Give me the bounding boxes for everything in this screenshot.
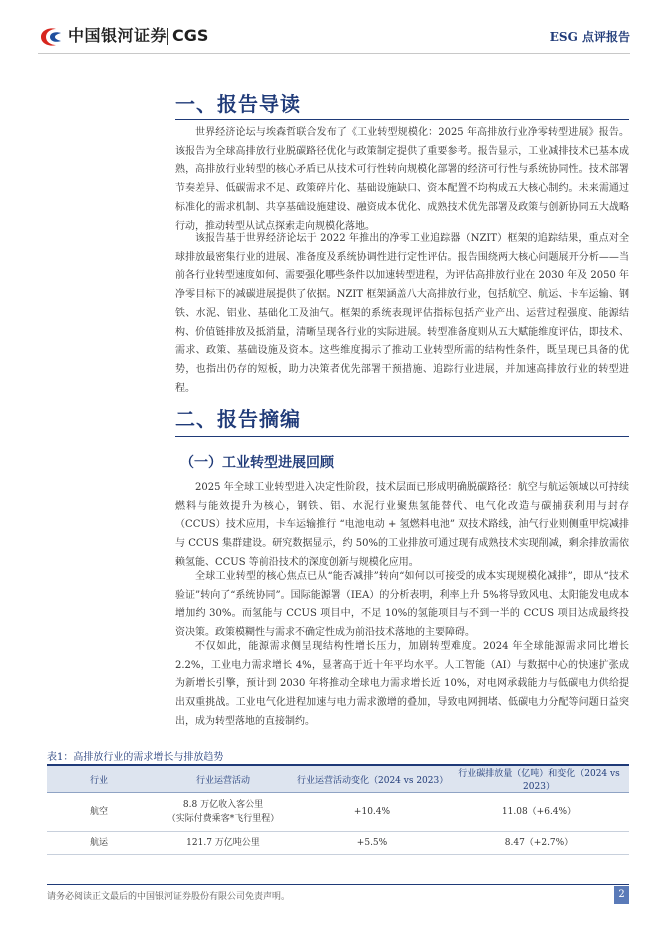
footer-disclaimer: 请务必阅读正文最后的中国银河证券股份有限公司免责声明。 [47, 892, 291, 902]
summary-paragraph-2: 全球工业转型的核心焦点已从“能否减排”转向“如何以可接受的成本实现规模化减排”，即从“技术验证”转向了“系统协同”。国际能源署（IEA）的分析表明，利率上升 5%将导致风电、太阳能发电成本增加约 30%。而氢能与 CCUS 项目中，不足 10%的氢能项目与不到一半的 CCUS 项目达成最终投资决策。政策模糊性与需求不确定性成为前沿技术落地的主要障碍。 [175, 571, 629, 639]
subsection-title: （一）工业转型进展回顾 [180, 455, 334, 471]
table-cell-emissions: 11.08（+6.4%） [449, 793, 629, 832]
table-header-cell: 行业运营活动 [151, 765, 295, 793]
summary-paragraph-3: 不仅如此，能源需求侧呈现结构性增长压力，加剧转型难度。2024 年全球能源需求同比增长 2.2%，工业电力需求增长 4%，显著高于近十年平均水平。人工智能（AI）与数据中心的快速扩张成为新增长引擎，预计到 2030 年将推动全球电力需求增长近 10%，对电网承载能力与低碳电力供给提出双重挑战。工业电气化进程加速与电力需求激增的叠加，导致电网拥堵、低碳电力分配等问题日益突出，成为转型落地的直接制约。 [175, 641, 629, 727]
table-cell-industry: 航空 [47, 793, 151, 832]
logo-abbreviation: CGS [172, 26, 209, 45]
section-title-summary: 二、报告摘编 [175, 407, 301, 431]
table-cell-activity: 121.7 万亿吨公里 [151, 832, 295, 855]
demand-emission-table [47, 764, 629, 855]
report-type-label: ESG 点评报告 [549, 30, 630, 44]
summary-paragraph-1: 2025 年全球工业转型进入决定性阶段，技术层面已形成明确脱碳路径：航空与航运领域以可持续燃料与能效提升为核心，钢铁、铝、水泥行业聚焦氢能替代、电气化改造与碳捕获利用与封存（CCUS）技术应用，卡车运输推行 “电池电动 + 氢燃料电池” 双技术路线，油气行业则侧重甲烷减排与 CCUS 集群建设。研究数据显示，约 50%的工业排放可通过现有成熟技术实现削减，剩余排放需依赖氢能、CCUS 等前沿技术的深度创新与规模化应用。 [175, 482, 629, 568]
activity-line: 8.8 万亿收入客公里 [182, 800, 264, 810]
table-header-cell: 行业运营活动变化（2024 vs 2023） [295, 765, 449, 793]
intro-paragraph-2: 该报告基于世界经济论坛于 2022 年推出的净零工业追踪器（NZIT）框架的追踪结果，重点对全球排放最密集行业的进展、准备度及系统协调性进行定性评估。报告围绕两大核心问题展开分析——当前各行业转型速度如何、需要强化哪些条件以加速转型进程，为评估高排放行业在 2030 年及 2050 年净零目标下的减碳进展提供了依据。NZIT 框架涵盖八大高排放行业，包括航空、航运、卡车运输、钢铁、水泥、铝业、基础化工及油气。框架的系统表现评估指标包括产业产出、运营过程强度、能源结构、价值链排放及抵消量，清晰呈现各行业的实际进展。转型准备度则从五大赋能维度评估，即技术、需求、政策、基础设施及资本。这些维度揭示了推动工业转型所需的结构性条件，既呈现已具备的优势，也指出仍存的短板，助力决策者优先部署干预措施、追踪行业进展，并加速高排放行业的转型进程。 [175, 233, 629, 394]
page-number: 2 [614, 886, 629, 904]
table-row [47, 793, 629, 832]
cgs-logo-icon [38, 26, 64, 48]
footer-divider [47, 884, 629, 885]
table-header-cell: 行业 [47, 765, 151, 793]
table-row [47, 832, 629, 855]
header-divider [38, 53, 630, 54]
section-rule [175, 119, 629, 120]
table-cell-activity-change: +5.5% [295, 832, 449, 855]
table-caption: 表1：高排放行业的需求增长与排放趋势 [47, 752, 224, 763]
table-cell-activity-change: +10.4% [295, 793, 449, 832]
section-rule [175, 436, 629, 437]
section-title-intro: 一、报告导读 [175, 92, 301, 116]
table-header-cell: 行业碳排放量（亿吨）和变化（2024 vs 2023） [449, 765, 629, 793]
activity-note: （实际付费乘客*飞行里程） [166, 814, 280, 824]
table-cell-industry: 航运 [47, 832, 151, 855]
table-cell-activity [151, 793, 295, 832]
table-cell-emissions: 8.47（+2.7%） [449, 832, 629, 855]
intro-paragraph-1: 世界经济论坛与埃森哲联合发布了《工业转型规模化：2025 年高排放行业净零转型进展》报告。该报告为全球高排放行业脱碳路径优化与政策制定提供了重要参考。报告显示，工业减排技术已基本成熟，高排放行业转型的核心矛盾已从技术可行性转向规模化部署的经济可行性与系统协同性。技术部署节奏差异、低碳需求不足、政策碎片化、基础设施缺口、资本配置不均构成五大核心制约。未来需通过标准化的需求机制、共享基础设施建设、融资成本优化、成熟技术优先部署及政策与创新协同五大战略行动，推动转型从试点探索走向规模化落地。 [175, 127, 629, 232]
page-header [0, 0, 662, 60]
logo-divider [167, 28, 168, 45]
logo-company-name: 中国银河证券 [68, 26, 168, 45]
